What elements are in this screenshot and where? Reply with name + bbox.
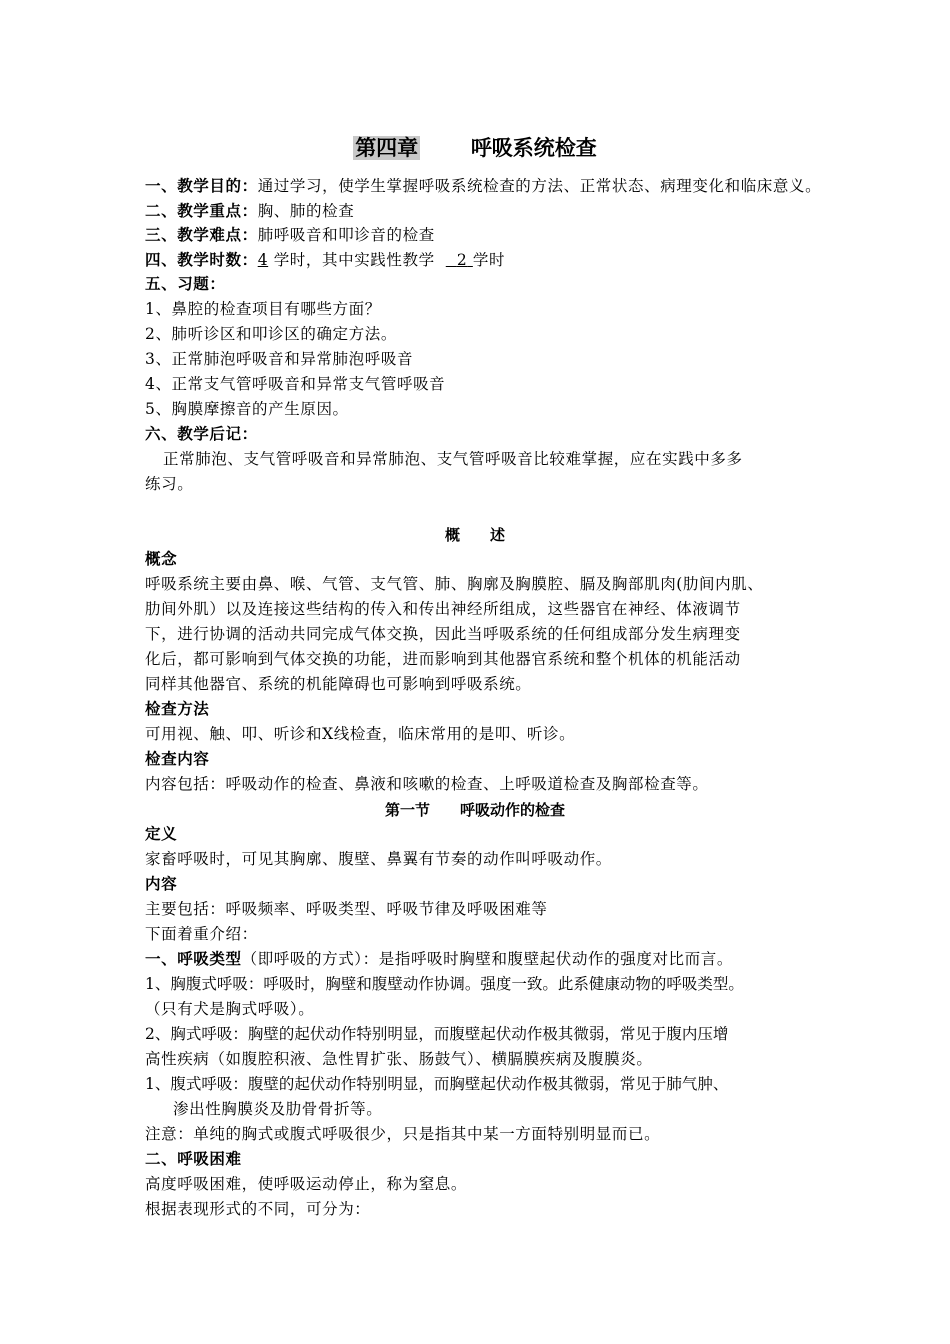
- content-text: 主要包括：呼吸频率、呼吸类型、呼吸节律及呼吸困难等: [145, 900, 548, 918]
- exercise-label: 五、习题：: [145, 275, 226, 293]
- concept-line: 肋间外肌）以及连接这些结构的传入和传出神经所组成，这些器官在神经、体液调节: [145, 600, 741, 618]
- breathing-type-item: 1、腹式呼吸：腹壁的起伏动作特别明显，而胸壁起伏动作极其微弱，常见于肺气肿、: [145, 1075, 729, 1093]
- method-text: 可用视、触、叩、听诊和X线检查，临床常用的是叩、听诊。: [145, 725, 576, 743]
- exercise-item: 5、胸膜摩擦音的产生原因。: [145, 400, 349, 418]
- concept-line: 同样其他器官、系统的机能障碍也可影响到呼吸系统。: [145, 675, 532, 693]
- exercise-item: 2、肺听诊区和叩诊区的确定方法。: [145, 325, 397, 343]
- concept-line: 下，进行协调的活动共同完成气体交换，因此当呼吸系统的任何组成部分发生病理变: [145, 625, 741, 643]
- content-label: 内容: [145, 875, 178, 893]
- concept-label: 概念: [145, 550, 178, 568]
- definition-label: 定义: [145, 825, 178, 843]
- chapter-name: 呼吸系统检查: [470, 136, 597, 160]
- breathing-type-item: 1、胸腹式呼吸：呼吸时，胸壁和腹壁动作协调。强度一致。此系健康动物的呼吸类型。: [145, 975, 744, 993]
- dyspnea-label: 二、呼吸困难: [145, 1150, 242, 1168]
- focus-line: 二、教学重点：胸、肺的检查: [145, 202, 355, 220]
- concept-line: 化后，都可影响到气体交换的功能，进而影响到其他器官系统和整个机体的机能活动: [145, 650, 741, 668]
- notes-text: 正常肺泡、支气管呼吸音和异常肺泡、支气管呼吸音比较难掌握，应在实践中多多: [163, 450, 743, 468]
- dyspnea-text: 高度呼吸困难，使呼吸运动停止，称为窒息。: [145, 1175, 468, 1193]
- notes-text: 练习。: [145, 475, 194, 493]
- intro-text: 下面着重介绍：: [145, 925, 258, 943]
- breathing-type-item: 渗出性胸膜炎及肋骨骨折等。: [173, 1100, 383, 1118]
- breathing-type-item: 2、胸式呼吸：胸壁的起伏动作特别明显，而腹壁起伏动作极其微弱，常见于腹内压增: [145, 1025, 729, 1043]
- difficulty-line: 三、教学难点：肺呼吸音和叩诊音的检查: [145, 226, 435, 244]
- method-label: 检查方法: [145, 700, 210, 718]
- exercise-item: 4、正常支气管呼吸音和异常支气管呼吸音: [145, 375, 446, 393]
- exercise-item: 1、鼻腔的检查项目有哪些方面？: [145, 300, 381, 318]
- definition-text: 家畜呼吸时，可见其胸廓、腹壁、鼻翼有节奏的动作叫呼吸动作。: [145, 850, 612, 868]
- note-text: 注意：单纯的胸式或腹式呼吸很少，只是指其中某一方面特别明显而已。: [145, 1125, 661, 1143]
- overview-heading: 概 述: [444, 526, 505, 544]
- notes-label: 六、教学后记：: [145, 425, 258, 443]
- hours-line: 四、教学时数：4 学时，其中实践性教学 2 学时: [145, 251, 506, 269]
- goal-line: 一、教学目的：通过学习，使学生掌握呼吸系统检查的方法、正常状态、病理变化和临床意义。: [145, 177, 822, 195]
- breathing-type-item: （只有犬是胸式呼吸）。: [145, 1000, 315, 1018]
- exercise-item: 3、正常肺泡呼吸音和异常肺泡呼吸音: [145, 350, 414, 368]
- chapter-number: 第四章: [355, 136, 419, 160]
- content-text: 内容包括：呼吸动作的检查、鼻液和咳嗽的检查、上呼吸道检查及胸部检查等。: [145, 775, 709, 793]
- dyspnea-text: 根据表现形式的不同，可分为：: [145, 1200, 371, 1218]
- concept-line: 呼吸系统主要由鼻、喉、气管、支气管、肺、胸廓及胸膜腔、膈及胸部肌肉(肋间内肌、: [145, 575, 764, 593]
- content-label: 检查内容: [145, 750, 210, 768]
- chapter-title: [0, 132, 950, 162]
- section-heading: 第一节 呼吸动作的检查: [384, 801, 565, 819]
- breathing-type-item: 高性疾病（如腹腔积液、急性胃扩张、肠鼓气）、横膈膜疾病及腹膜炎。: [145, 1050, 653, 1068]
- breathing-type-line: 一、呼吸类型（即呼吸的方式）：是指呼吸时胸壁和腹壁起伏动作的强度对比而言。: [145, 950, 733, 968]
